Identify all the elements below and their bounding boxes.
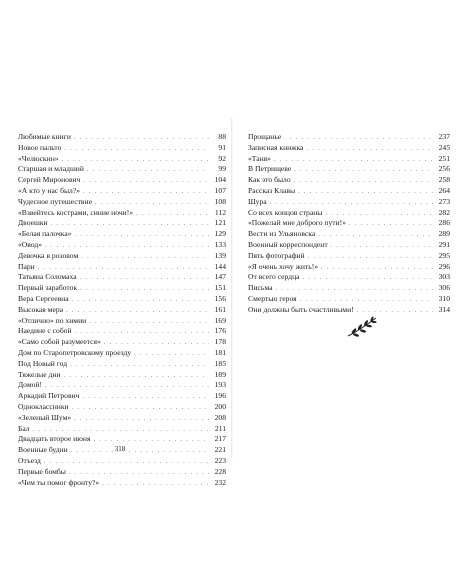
toc-entry-title: Татьяна Соломаха (18, 272, 77, 282)
toc-entry-page: 91 (218, 142, 226, 152)
toc-entry (18, 175, 226, 186)
toc-entry-title: Тяжелые дни (18, 369, 61, 379)
toc-entry (18, 305, 226, 316)
toc-entry-title: Записная книжка (248, 142, 304, 152)
toc-entry (248, 229, 450, 240)
toc-entry-page: 121 (214, 218, 226, 228)
dot-leader (66, 306, 209, 317)
toc-entry-title: Отъезд (18, 455, 41, 465)
toc-entry-title: Чудесное путешествие (18, 196, 92, 206)
toc-entry (248, 251, 450, 262)
dot-leader (274, 155, 433, 166)
toc-entry-page: 303 (438, 272, 450, 282)
left-page (8, 118, 236, 487)
dot-leader (294, 165, 433, 176)
toc-entry-page: 208 (214, 412, 226, 422)
toc-entry (248, 208, 450, 219)
toc-entry (18, 197, 226, 208)
dot-leader (74, 133, 209, 144)
toc-entry (18, 283, 226, 294)
toc-entry (18, 240, 226, 251)
toc-entry-page: 176 (214, 326, 226, 336)
dot-leader (303, 273, 433, 284)
toc-entry-page: 223 (214, 455, 226, 465)
right-page (234, 118, 462, 458)
toc-entry (18, 348, 226, 359)
dot-leader (89, 317, 209, 328)
toc-entry-page: 310 (438, 293, 450, 303)
toc-entry-page: 211 (214, 423, 226, 433)
toc-entry-title: «А кто у нас был?» (18, 185, 81, 195)
toc-entry-page: 296 (438, 261, 450, 271)
dot-leader (72, 295, 209, 306)
book-spine (231, 118, 233, 458)
toc-entry-title: Девочка в розовом (18, 250, 79, 260)
dot-leader (318, 230, 433, 241)
toc-entry (18, 229, 226, 240)
toc-entry (18, 402, 226, 413)
toc-entry-title: Как это было (248, 175, 291, 185)
dot-leader (64, 144, 209, 155)
toc-entry (248, 132, 450, 143)
toc-entry-page: 144 (214, 261, 226, 271)
toc-entry (18, 337, 226, 348)
toc-entry-title: Одноклассники (18, 401, 69, 411)
toc-entry-title: Военный корреспондент (248, 239, 328, 249)
toc-entry (18, 218, 226, 229)
toc-entry (18, 478, 226, 489)
toc-entry (18, 380, 226, 391)
toc-entry-title: Первые бомбы (18, 466, 66, 476)
dot-leader (308, 252, 433, 263)
toc-entry (18, 294, 226, 305)
toc-entry-page: 156 (214, 293, 226, 303)
toc-entry-page: 129 (214, 229, 226, 239)
toc-entry-title: «Белая палочка» (18, 229, 72, 239)
dot-leader (321, 263, 433, 274)
toc-entry (18, 272, 226, 283)
toc-entry (18, 467, 226, 478)
toc-entry (18, 359, 226, 370)
toc-entry-title: «Чем ты помог фронту?» (18, 477, 100, 487)
toc-entry-title: Под Новый год (18, 358, 68, 368)
dot-leader (102, 479, 209, 490)
toc-entry (248, 143, 450, 154)
toc-entry-title: «Я очень хочу жить!» (248, 261, 319, 271)
dot-leader (44, 457, 209, 468)
toc-entry-title: «Овод» (18, 239, 43, 249)
toc-entry-page: 291 (438, 239, 450, 249)
toc-entry-title: Смертью героя (248, 293, 297, 303)
dot-leader (294, 176, 433, 187)
toc-entry-title: Двоешки (18, 218, 48, 228)
toc-entry-title: «Таня» (248, 153, 271, 163)
toc-entry-page: 193 (214, 380, 226, 390)
toc-entry-title: «Взвейтесь кострами, синие ночи!» (18, 207, 134, 217)
toc-entry (18, 370, 226, 381)
toc-entry (18, 154, 226, 165)
dot-leader (93, 435, 209, 446)
toc-entry (18, 391, 226, 402)
toc-entry-page: 282 (438, 207, 450, 217)
dot-leader (82, 392, 209, 403)
toc-entry-page: 200 (214, 401, 226, 411)
toc-entry-title: Пари (18, 261, 35, 271)
toc-entry-page: 107 (214, 185, 226, 195)
toc-entry (248, 294, 450, 305)
toc-entry-title: Рассказ Клавы (248, 185, 296, 195)
toc-entry-page: 147 (214, 272, 226, 282)
toc-entry-page: 181 (214, 347, 226, 357)
toc-entry (248, 262, 450, 273)
toc-entry-page: 245 (438, 142, 450, 152)
dot-leader (74, 414, 209, 425)
dot-leader (80, 284, 209, 295)
dot-leader (87, 165, 209, 176)
toc-entry-page: 104 (214, 175, 226, 185)
toc-entry (18, 316, 226, 327)
toc-entry-page: 185 (214, 358, 226, 368)
toc-entry-page: 295 (438, 250, 450, 260)
toc-entry (248, 197, 450, 208)
dot-leader (80, 273, 209, 284)
toc-entry-title: Бал (18, 423, 30, 433)
toc-entry (18, 424, 226, 435)
toc-entry-page: 228 (214, 466, 226, 476)
toc-entry-title: Наедине с собой (18, 326, 72, 336)
dot-leader (331, 241, 433, 252)
toc-entry-page: 99 (218, 164, 226, 174)
toc-entry (18, 413, 226, 424)
toc-entry-page: 251 (438, 153, 450, 163)
toc-entry-page: 189 (214, 369, 226, 379)
toc-entry (18, 456, 226, 467)
toc-entry-title: Вести из Ульяновска (248, 229, 316, 239)
dot-leader (276, 284, 433, 295)
toc-entry-page: 88 (218, 132, 226, 141)
toc-entry-page: 178 (214, 337, 226, 347)
laurel-branch-icon (346, 314, 378, 340)
toc-entry-title: Двадцать второе июня (18, 434, 91, 444)
toc-entry-title: «Челюскин» (18, 153, 59, 163)
toc-entry (248, 272, 450, 283)
toc-entry-page: 133 (214, 239, 226, 249)
toc-entry-page: 306 (438, 283, 450, 293)
toc-entry-title: Любимые книги (18, 132, 71, 141)
dot-leader (298, 187, 433, 198)
toc-entry-page: 264 (438, 185, 450, 195)
dot-leader (71, 446, 209, 457)
toc-entry (248, 240, 450, 251)
toc-entry-page: 151 (214, 283, 226, 293)
toc-entry (248, 283, 450, 294)
toc-entry (248, 186, 450, 197)
dot-leader (70, 360, 209, 371)
toc-entry-page: 273 (438, 196, 450, 206)
toc-entry (248, 218, 450, 229)
toc-entry-title: Аркадий Петрович (18, 391, 80, 401)
table-of-contents-left (18, 132, 226, 488)
toc-entry-title: «Отлично» по химии (18, 315, 87, 325)
dot-leader (72, 403, 209, 414)
dot-leader (81, 252, 209, 263)
toc-entry-page: 196 (214, 391, 226, 401)
toc-entry-page: 232 (214, 477, 226, 487)
toc-entry-page: 108 (214, 196, 226, 206)
page-number: 318 (114, 445, 126, 453)
toc-entry-page: 289 (438, 229, 450, 239)
toc-entry (248, 175, 450, 186)
toc-entry-title: Старшая и младший (18, 164, 84, 174)
toc-entry-title: Прощанье (248, 132, 282, 141)
toc-entry-page: 237 (438, 132, 450, 141)
toc-entry-page: 256 (438, 164, 450, 174)
toc-entry-page: 221 (214, 445, 226, 455)
toc-entry-title: Они должны быть счастливыми! (248, 304, 354, 314)
dot-leader (136, 209, 209, 220)
toc-entry (248, 164, 450, 175)
dot-leader (51, 219, 209, 230)
table-of-contents-right (248, 132, 450, 316)
dot-leader (306, 144, 433, 155)
toc-entry-title: Военные будни (18, 445, 68, 455)
toc-entry-title: Со всех концов страны (248, 207, 323, 217)
toc-entry-title: «Само собой разумеется» (18, 337, 101, 347)
toc-entry-page: 112 (214, 207, 226, 217)
toc-entry-title: Письма (248, 283, 273, 293)
toc-entry-title: «Зеленый Шум» (18, 412, 72, 422)
toc-entry-title: Домой! (18, 380, 43, 390)
toc-entry-title: Дом по Старопетровскому проезду (18, 347, 132, 357)
toc-entry-title: В Петрищеве (248, 164, 292, 174)
toc-entry-page: 92 (218, 153, 226, 163)
toc-entry-page: 139 (214, 250, 226, 260)
toc-entry-page: 217 (214, 434, 226, 444)
dot-leader (134, 349, 209, 360)
toc-entry (18, 208, 226, 219)
toc-entry (18, 262, 226, 273)
toc-entry-page: 169 (214, 315, 226, 325)
toc-entry (18, 251, 226, 262)
dot-leader (64, 371, 209, 382)
toc-entry (18, 434, 226, 445)
dot-leader (75, 230, 209, 241)
toc-entry-title: Пять фотографий (248, 250, 305, 260)
toc-entry (18, 164, 226, 175)
toc-entry (18, 186, 226, 197)
toc-entry (18, 143, 226, 154)
toc-entry-title: «Пожелай мне доброго пути!» (248, 218, 346, 228)
toc-entry-title: Первый заработок (18, 283, 78, 293)
dot-leader (349, 219, 433, 230)
toc-entry-page: 314 (438, 304, 450, 314)
toc-entry-page: 286 (438, 218, 450, 228)
toc-entry (248, 154, 450, 165)
toc-entry-page: 161 (214, 304, 226, 314)
toc-entry-title: Шура (248, 196, 267, 206)
toc-entry (18, 132, 226, 143)
toc-entry-title: Высокая мера (18, 304, 64, 314)
toc-entry-page: 258 (438, 175, 450, 185)
toc-entry-title: Вера Сергеевна (18, 293, 69, 303)
dot-leader (83, 176, 209, 187)
dot-leader (83, 187, 209, 198)
toc-entry-title: От всего сердца (248, 272, 300, 282)
toc-entry-title: Сергей Миронович (18, 175, 81, 185)
toc-entry (18, 326, 226, 337)
dot-leader (284, 133, 433, 144)
toc-entry-title: Новое пальто (18, 142, 62, 152)
